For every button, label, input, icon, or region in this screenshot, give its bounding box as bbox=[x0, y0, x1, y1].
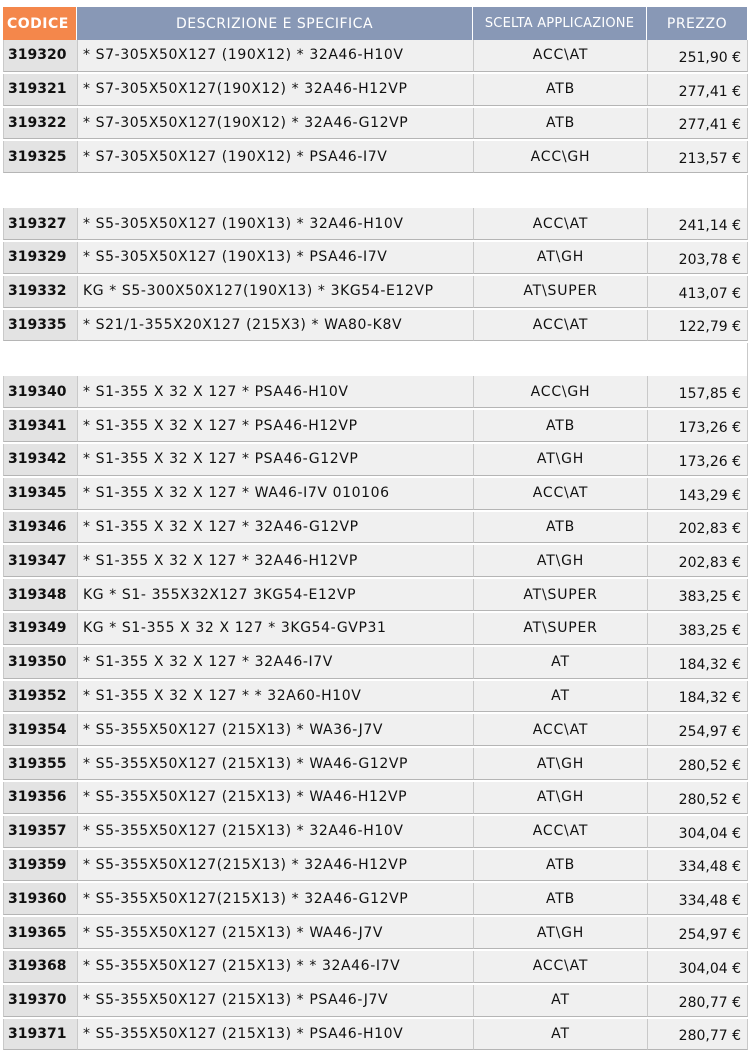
code-cell: 319335 bbox=[3, 310, 77, 342]
application-cell: ACC\AT bbox=[473, 208, 647, 240]
code-cell: 319329 bbox=[3, 242, 77, 274]
table-row bbox=[3, 242, 748, 276]
price-cell: 202,83 € bbox=[647, 545, 748, 577]
table-header bbox=[3, 7, 748, 40]
price-cell: 251,90 € bbox=[647, 40, 748, 72]
application-cell: AT\GH bbox=[473, 782, 647, 814]
code-cell: 319368 bbox=[3, 951, 77, 983]
table-row bbox=[3, 782, 748, 816]
code-cell: 319340 bbox=[3, 376, 77, 408]
price-cell: 280,77 € bbox=[647, 985, 748, 1017]
table-row bbox=[3, 276, 748, 310]
application-cell: ACC\AT bbox=[473, 816, 647, 848]
description-cell: * S5-355X50X127 (215X13) * WA46-G12VP bbox=[77, 748, 473, 780]
price-cell: 241,14 € bbox=[647, 208, 748, 240]
code-cell: 319354 bbox=[3, 714, 77, 746]
price-cell: 280,77 € bbox=[647, 1019, 748, 1051]
price-cell: 173,26 € bbox=[647, 410, 748, 442]
code-cell: 319350 bbox=[3, 647, 77, 679]
group-spacer bbox=[3, 175, 748, 208]
description-cell: * S1-355 X 32 X 127 * PSA46-H10V bbox=[77, 376, 473, 408]
table-body bbox=[3, 40, 748, 1052]
description-cell: * S1-355 X 32 X 127 * 32A46-I7V bbox=[77, 647, 473, 679]
table-row bbox=[3, 951, 748, 985]
table-row bbox=[3, 748, 748, 782]
code-cell: 319325 bbox=[3, 141, 77, 173]
description-cell: * S5-305X50X127 (190X13) * 32A46-H10V bbox=[77, 208, 473, 240]
application-cell: ACC\GH bbox=[473, 376, 647, 408]
description-cell: * S1-355 X 32 X 127 * PSA46-G12VP bbox=[77, 444, 473, 476]
application-cell: AT bbox=[473, 985, 647, 1017]
price-list-table bbox=[3, 7, 748, 1052]
table-row bbox=[3, 714, 748, 748]
application-cell: AT\SUPER bbox=[473, 613, 647, 645]
application-cell: ATB bbox=[473, 883, 647, 915]
application-cell: ATB bbox=[473, 512, 647, 544]
price-cell: 143,29 € bbox=[647, 478, 748, 510]
description-cell: * S5-355X50X127 (215X13) * WA46-H12VP bbox=[77, 782, 473, 814]
code-cell: 319341 bbox=[3, 410, 77, 442]
code-cell: 319355 bbox=[3, 748, 77, 780]
application-cell: ACC\AT bbox=[473, 951, 647, 983]
description-cell: * S1-355 X 32 X 127 * 32A46-H12VP bbox=[77, 545, 473, 577]
group-spacer bbox=[3, 343, 748, 376]
application-cell: AT bbox=[473, 647, 647, 679]
application-cell: ATB bbox=[473, 108, 647, 140]
price-cell: 254,97 € bbox=[647, 917, 748, 949]
table-row bbox=[3, 816, 748, 850]
code-cell: 319347 bbox=[3, 545, 77, 577]
code-cell: 319349 bbox=[3, 613, 77, 645]
price-cell: 304,04 € bbox=[647, 816, 748, 848]
table-row bbox=[3, 545, 748, 579]
price-cell: 383,25 € bbox=[647, 579, 748, 611]
table-row bbox=[3, 74, 748, 108]
application-cell: ATB bbox=[473, 74, 647, 106]
description-cell: * S5-355X50X127(215X13) * 32A46-H12VP bbox=[77, 850, 473, 882]
header-price: PREZZO bbox=[647, 7, 748, 40]
table-row bbox=[3, 410, 748, 444]
description-cell: * S5-355X50X127 (215X13) * 32A46-H10V bbox=[77, 816, 473, 848]
table-row bbox=[3, 579, 748, 613]
application-cell: AT\GH bbox=[473, 917, 647, 949]
code-cell: 319342 bbox=[3, 444, 77, 476]
price-cell: 203,78 € bbox=[647, 242, 748, 274]
price-cell: 413,07 € bbox=[647, 276, 748, 308]
description-cell: * S5-355X50X127 (215X13) * PSA46-J7V bbox=[77, 985, 473, 1017]
code-cell: 319345 bbox=[3, 478, 77, 510]
table-row bbox=[3, 512, 748, 546]
description-cell: * S5-355X50X127 (215X13) * WA46-J7V bbox=[77, 917, 473, 949]
table-row bbox=[3, 108, 748, 142]
table-row bbox=[3, 40, 748, 74]
application-cell: AT\GH bbox=[473, 444, 647, 476]
price-cell: 334,48 € bbox=[647, 850, 748, 882]
code-cell: 319327 bbox=[3, 208, 77, 240]
application-cell: ACC\GH bbox=[473, 141, 647, 173]
description-cell: * S21/1-355X20X127 (215X3) * WA80-K8V bbox=[77, 310, 473, 342]
table-row bbox=[3, 613, 748, 647]
table-row bbox=[3, 850, 748, 884]
application-cell: ACC\AT bbox=[473, 40, 647, 72]
price-cell: 280,52 € bbox=[647, 748, 748, 780]
code-cell: 319320 bbox=[3, 40, 77, 72]
description-cell: * S1-355 X 32 X 127 * 32A46-G12VP bbox=[77, 512, 473, 544]
description-cell: KG * S5-300X50X127(190X13) * 3KG54-E12VP bbox=[77, 276, 473, 308]
application-cell: AT\GH bbox=[473, 242, 647, 274]
code-cell: 319370 bbox=[3, 985, 77, 1017]
application-cell: ACC\AT bbox=[473, 714, 647, 746]
code-cell: 319356 bbox=[3, 782, 77, 814]
table-row bbox=[3, 141, 748, 175]
code-cell: 319332 bbox=[3, 276, 77, 308]
code-cell: 319357 bbox=[3, 816, 77, 848]
price-cell: 277,41 € bbox=[647, 108, 748, 140]
table-row bbox=[3, 647, 748, 681]
table-row bbox=[3, 985, 748, 1019]
description-cell: * S5-355X50X127 (215X13) * PSA46-H10V bbox=[77, 1019, 473, 1051]
price-cell: 213,57 € bbox=[647, 141, 748, 173]
description-cell: * S5-305X50X127 (190X13) * PSA46-I7V bbox=[77, 242, 473, 274]
application-cell: ATB bbox=[473, 850, 647, 882]
table-row bbox=[3, 883, 748, 917]
code-cell: 319360 bbox=[3, 883, 77, 915]
price-cell: 304,04 € bbox=[647, 951, 748, 983]
code-cell: 319359 bbox=[3, 850, 77, 882]
code-cell: 319371 bbox=[3, 1019, 77, 1051]
application-cell: AT bbox=[473, 1019, 647, 1051]
price-cell: 254,97 € bbox=[647, 714, 748, 746]
application-cell: ACC\AT bbox=[473, 478, 647, 510]
table-row bbox=[3, 681, 748, 715]
price-cell: 280,52 € bbox=[647, 782, 748, 814]
description-cell: KG * S1- 355X32X127 3KG54-E12VP bbox=[77, 579, 473, 611]
table-row bbox=[3, 478, 748, 512]
price-cell: 383,25 € bbox=[647, 613, 748, 645]
description-cell: KG * S1-355 X 32 X 127 * 3KG54-GVP31 bbox=[77, 613, 473, 645]
application-cell: ATB bbox=[473, 410, 647, 442]
description-cell: * S7-305X50X127(190X12) * 32A46-H12VP bbox=[77, 74, 473, 106]
price-cell: 334,48 € bbox=[647, 883, 748, 915]
application-cell: ACC\AT bbox=[473, 310, 647, 342]
application-cell: AT\GH bbox=[473, 545, 647, 577]
application-cell: AT bbox=[473, 681, 647, 713]
header-description: DESCRIZIONE E SPECIFICA bbox=[77, 7, 473, 40]
price-cell: 173,26 € bbox=[647, 444, 748, 476]
application-cell: AT\SUPER bbox=[473, 276, 647, 308]
price-cell: 277,41 € bbox=[647, 74, 748, 106]
header-application: SCELTA APPLICAZIONE bbox=[473, 7, 647, 40]
price-cell: 157,85 € bbox=[647, 376, 748, 408]
price-cell: 122,79 € bbox=[647, 310, 748, 342]
price-cell: 202,83 € bbox=[647, 512, 748, 544]
application-cell: AT\SUPER bbox=[473, 579, 647, 611]
table-row bbox=[3, 310, 748, 344]
description-cell: * S7-305X50X127(190X12) * 32A46-G12VP bbox=[77, 108, 473, 140]
description-cell: * S1-355 X 32 X 127 * * 32A60-H10V bbox=[77, 681, 473, 713]
price-cell: 184,32 € bbox=[647, 681, 748, 713]
table-row bbox=[3, 376, 748, 410]
description-cell: * S5-355X50X127 (215X13) * * 32A46-I7V bbox=[77, 951, 473, 983]
code-cell: 319365 bbox=[3, 917, 77, 949]
code-cell: 319321 bbox=[3, 74, 77, 106]
code-cell: 319322 bbox=[3, 108, 77, 140]
header-code: CODICE bbox=[3, 7, 77, 40]
description-cell: * S7-305X50X127 (190X12) * PSA46-I7V bbox=[77, 141, 473, 173]
description-cell: * S1-355 X 32 X 127 * PSA46-H12VP bbox=[77, 410, 473, 442]
description-cell: * S5-355X50X127 (215X13) * WA36-J7V bbox=[77, 714, 473, 746]
description-cell: * S1-355 X 32 X 127 * WA46-I7V 010106 bbox=[77, 478, 473, 510]
description-cell: * S5-355X50X127(215X13) * 32A46-G12VP bbox=[77, 883, 473, 915]
code-cell: 319348 bbox=[3, 579, 77, 611]
price-cell: 184,32 € bbox=[647, 647, 748, 679]
table-row bbox=[3, 444, 748, 478]
code-cell: 319352 bbox=[3, 681, 77, 713]
table-row bbox=[3, 208, 748, 242]
application-cell: AT\GH bbox=[473, 748, 647, 780]
description-cell: * S7-305X50X127 (190X12) * 32A46-H10V bbox=[77, 40, 473, 72]
table-row bbox=[3, 917, 748, 951]
code-cell: 319346 bbox=[3, 512, 77, 544]
